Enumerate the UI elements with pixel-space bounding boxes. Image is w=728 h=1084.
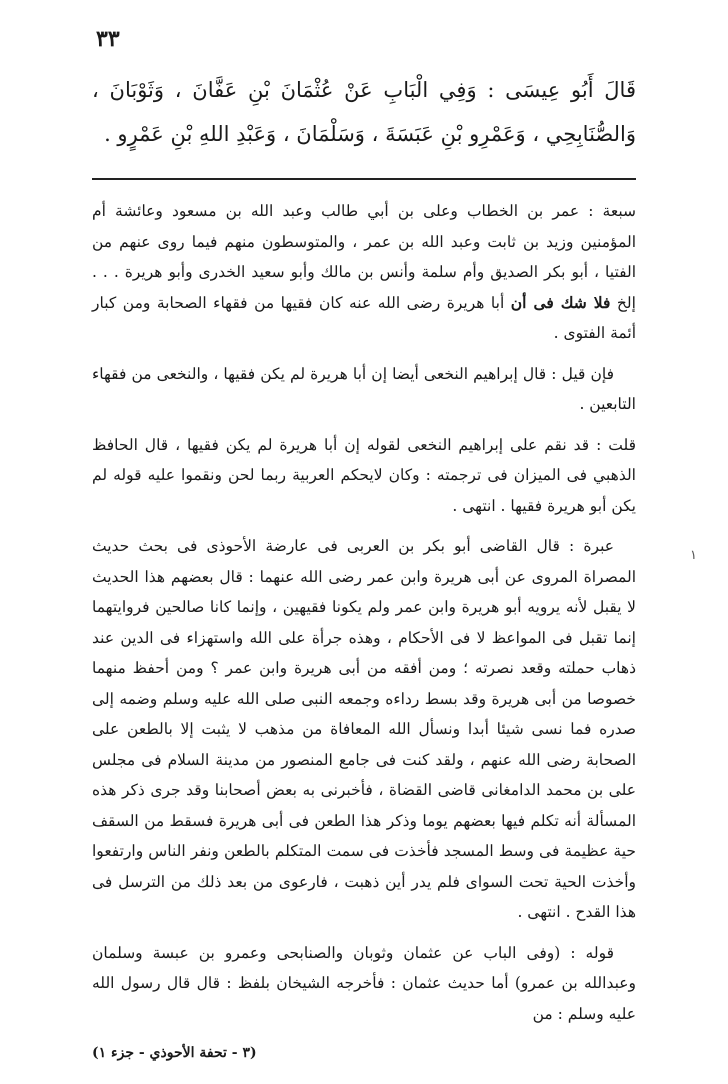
page-number: ٣٣ <box>96 26 120 52</box>
commentary-paragraph-4: عبرة : قال القاضى أبو بكر بن العربى فى عارضة الأحوذى فى بحث حديث المصراة المروى عن أبى هريرة وابن عمر رضى الله عنهما : قال بعضهم هذا الحديث لا يقبل لأنه يرويه أبو هريرة وابن عمر ولم يكونا فقيهين ، وإنما كانا صالحين فروايتهما إنما تقبل فى المواعظ لا فى الأحكام ، وهذه جرأة على الله واستهزاء فى الدين عند ذهاب حملته وقعد نصرته ؛ ومن أفقه من أبى هريرة وابن عمر ؟ ومن أحفظ منهما خصوصا من أبى هريرة وقد بسط رداءه وجمعه النبى صلى الله عليه وسلم وضمه إلى صدره فما نسى شيئا أبدا ونسأل الله المعافاة من مذهب لا يثبت إلا بالطعن على الصحابة رضى الله عنهم ، ولقد كنت فى جامع المنصور من مدينة السلام فى مجلس على بن محمد الدامغانى قاضى القضاة ، فأخبرنى به بعض أصحابنا وقد جرى ذكر هذه المسألة أنه تكلم فيها بعضهم يوما وذكر هذا الطعن فى أبى هريرة فسقط من السقف حية عظيمة فى وسط المسجد فأخذت فى سمت المتكلم بالطعن ونفر الناس وارتفعوا وأخذت الحية تحت السواى فلم يدر أين ذهبت ، فارعوى من بعد ذلك من الترسل فى هذا القدح . انتهى . <box>92 537 636 921</box>
margin-mark: ١ <box>690 548 697 563</box>
commentary-paragraph-5: قوله : (وفى الباب عن عثمان وثوبان والصنابحى وعمرو بن عبسة وسلمان وعبدالله بن عمرو) أما حديث عثمان : فأخرجه الشيخان بلفظ : قال قال رسول الله عليه وسلم : من <box>92 943 636 1023</box>
footer-reference: (٣ - تحفة الأحوذي - جزء ١) <box>92 1045 257 1061</box>
commentary <box>92 196 636 1039</box>
p1-start: سبعة : عمر بن الخطاب وعلى بن أبي طالب وعبد الله بن مسعود وعائشة أم المؤمنين وزيد بن ثابت وعبد الله بن عمر ، والمتوسطون منهم فيما روى عنهم من الفتيا ، أبو بكر الصديق وأم سلمة وأنس بن مالك وأبو سعيد الخدرى وأبو هريرة . . . إلخ <box>92 202 636 312</box>
p1-bold: فلا شك فى أن <box>510 292 611 312</box>
p1-end: أبا هريرة رضى الله عنه كان فقيها من فقهاء الصحابة ومن كبار أئمة الفتوى . <box>92 293 636 342</box>
commentary-paragraph-1 <box>92 196 636 349</box>
commentary-paragraph-3: قلت : قد نقم على إبراهيم النخعى لقوله إن أبا هريرة لم يكن فقيها ، قال الحافظ الذهبي فى الميزان فى ترجمته : وكان لايحكم العربية ربما لحن ونقموا عليه قوله لم يكن أبو هريرة فقيها . انتهى . <box>92 435 636 515</box>
hadith-text: قَالَ أَبُو عِيسَى : وَفِي الْبَابِ عَنْ عُثْمَانَ بْنِ عَفَّانَ ، وَثَوْبَانَ ، وَالصُّنَابِحِي ، وَعَمْرِو بْنِ عَبَسَةَ ، وَسَلْمَانَ ، وَعَبْدِ اللهِ بْنِ عَمْرٍو . <box>92 78 636 146</box>
separator-rule <box>92 178 636 180</box>
commentary-paragraph-2: فإن قيل : قال إبراهيم النخعى أيضا إن أبا هريرة لم يكن فقيها ، والنخعى من فقهاء التابعين . <box>92 364 636 413</box>
